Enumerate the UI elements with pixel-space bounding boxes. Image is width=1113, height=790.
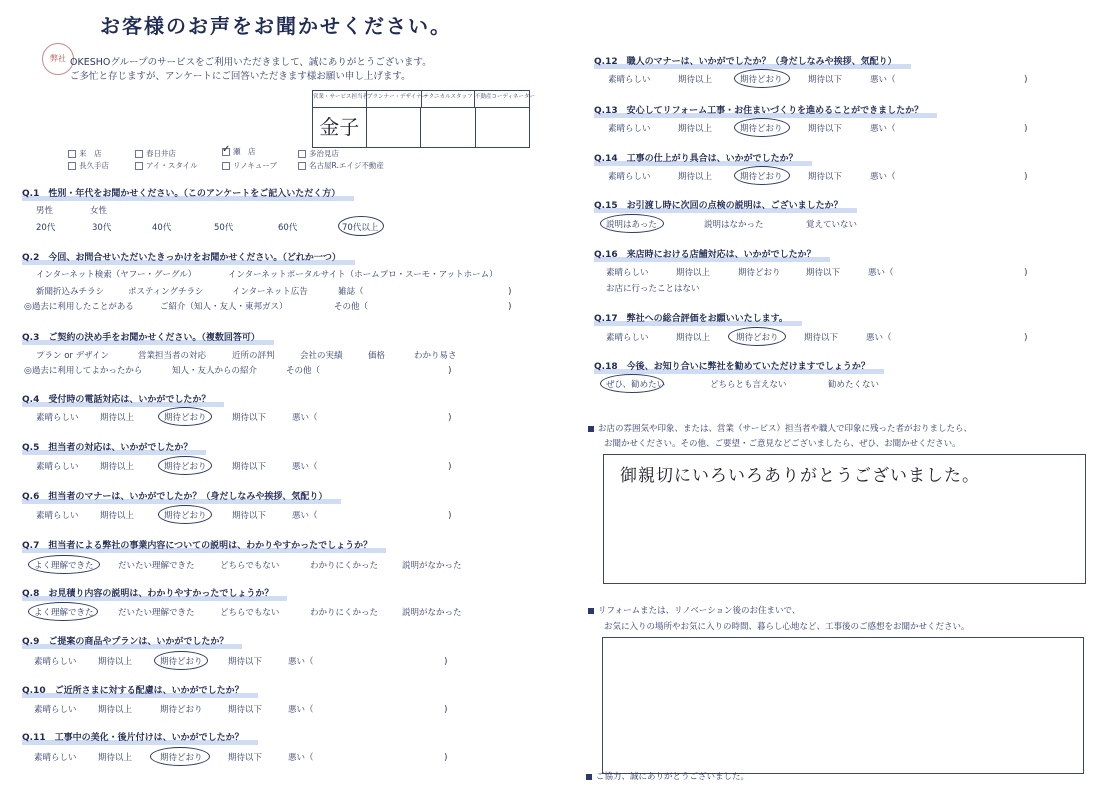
selection-circle xyxy=(600,214,664,233)
free2-answer-box[interactable] xyxy=(602,637,1084,774)
rating-above[interactable]: 期待以上 xyxy=(100,511,135,521)
square-bullet-icon xyxy=(588,426,594,432)
store-option-nagakute[interactable]: 長久手店 xyxy=(68,160,109,171)
q14-label: Q.14 工事の仕上がり具合は、いかがでしたか？ xyxy=(594,151,798,164)
rating-above[interactable]: 期待以上 xyxy=(100,462,135,472)
selection-circle xyxy=(158,407,212,426)
q2-opt-other[interactable]: その他（ xyxy=(334,302,369,312)
q16-label: Q.16 来店時における店舗対応は、いかがでしたか？ xyxy=(594,247,816,260)
staff-name-realestate[interactable] xyxy=(476,108,530,147)
rating-below[interactable]: 期待以下 xyxy=(228,753,263,763)
close-paren: ) xyxy=(1024,172,1028,182)
rating-as-expected[interactable]: 期待どおり xyxy=(160,705,203,715)
rating-above[interactable]: 期待以上 xyxy=(100,413,135,423)
rating-below[interactable]: 期待以下 xyxy=(808,172,843,182)
checkbox[interactable] xyxy=(222,162,230,170)
store-option-tajimi[interactable]: 多治見店 xyxy=(298,148,339,159)
close-paren: ) xyxy=(444,657,448,667)
q2-opt-netad[interactable]: インターネット広告 xyxy=(232,287,308,297)
q18-neutral[interactable]: どちらとも言えない xyxy=(710,380,787,390)
q2-label: Q.2 今回、お問合せいただいたきっかけをお聞かせください。（どれか一つ） xyxy=(22,250,341,263)
store-option-visit[interactable]: 来 店 xyxy=(68,148,102,159)
close-paren: ) xyxy=(1024,268,1028,278)
q1-age-30[interactable]: 30代 xyxy=(92,223,112,233)
understand-well-selected[interactable]: よく理解できた xyxy=(34,608,94,618)
close-paren: ) xyxy=(444,705,448,715)
understand-neutral[interactable]: どちらでもない xyxy=(220,608,280,618)
q3-opt-plan[interactable]: プラン or デザイン xyxy=(36,351,110,361)
q1-female[interactable]: 女性 xyxy=(90,206,108,216)
rating-as-expected-selected[interactable]: 期待どおり xyxy=(736,333,779,343)
q9-label: Q.9 ご提案の商品やプランは、いかがでしたか？ xyxy=(22,634,228,647)
q6-label: Q.6 担当者のマナーは、いかがでしたか？（身だしなみや挨拶、気配り） xyxy=(22,489,327,502)
rating-as-expected-selected[interactable]: 期待どおり xyxy=(740,75,783,85)
rating-excellent[interactable]: 素晴らしい xyxy=(34,657,77,667)
q4-label: Q.4 受付時の電話対応は、いかがでしたか？ xyxy=(22,392,210,405)
rating-below[interactable]: 期待以下 xyxy=(804,333,839,343)
q11-label: Q.11 工事中の美化・後片付けは、いかがでしたか？ xyxy=(22,730,244,743)
understand-none[interactable]: 説明がなかった xyxy=(402,608,462,618)
rating-as-expected-selected[interactable]: 期待どおり xyxy=(164,462,207,472)
q3-opt-reputation[interactable]: 近所の評判 xyxy=(232,351,275,361)
understand-hard[interactable]: わかりにくかった xyxy=(310,561,379,571)
q3-opt-sales[interactable]: 営業担当者の対応 xyxy=(138,351,207,361)
rating-excellent[interactable]: 素晴らしい xyxy=(608,124,651,134)
free1-prompt-line-2: お聞かせください。その他、ご要望・ご意見などございましたら、ぜひ、お聞かせください。 xyxy=(604,439,961,449)
rating-excellent[interactable]: 素晴らしい xyxy=(608,75,651,85)
q16-never-visited[interactable]: お店に行ったことはない xyxy=(606,284,700,294)
selection-circle xyxy=(338,216,384,236)
q18-not-recommend[interactable]: 勧めたくない xyxy=(828,380,880,390)
rating-below[interactable]: 期待以下 xyxy=(232,511,267,521)
close-paren: ) xyxy=(1024,124,1028,134)
rating-below[interactable]: 期待以下 xyxy=(808,124,843,134)
rating-bad[interactable]: 悪い（ xyxy=(868,268,894,278)
q3-opt-past-good[interactable]: ◎過去に利用してよかったから xyxy=(24,366,143,376)
free2-prompt-line-2: お気に入りの場所やお気に入りの時間、暮らし心地など、工事後のご感想をお聞かせください。 xyxy=(604,622,970,632)
free1-answer-box[interactable] xyxy=(603,454,1086,584)
close-paren: ) xyxy=(1024,333,1028,343)
q18-label: Q.18 今後、お知り合いに弊社を勧めていただけますでしょうか？ xyxy=(594,359,870,372)
rating-as-expected[interactable]: 期待どおり xyxy=(738,268,781,278)
rating-above[interactable]: 期待以上 xyxy=(676,268,711,278)
selection-circle xyxy=(728,327,786,346)
checkbox[interactable] xyxy=(298,150,306,158)
store-option-checked[interactable]: ✓ 瀬 店 xyxy=(222,144,256,156)
q2-opt-magazine[interactable]: 雑誌（ xyxy=(338,287,364,297)
close-paren: ) xyxy=(448,462,452,472)
check-mark-icon: ✓ xyxy=(222,144,231,155)
selection-circle xyxy=(734,166,790,185)
rating-as-expected-selected[interactable]: 期待どおり xyxy=(740,172,783,182)
understand-well-selected[interactable]: よく理解できた xyxy=(34,561,94,571)
q17-label: Q.17 弊社への総合評価をお願いいたします。 xyxy=(594,311,788,324)
q3-opt-record[interactable]: 会社の実績 xyxy=(300,351,343,361)
rating-above[interactable]: 期待以上 xyxy=(98,705,133,715)
rating-above[interactable]: 期待以上 xyxy=(98,657,133,667)
rating-above[interactable]: 期待以上 xyxy=(678,75,713,85)
staff-col-planner: プランナー・デザイナー xyxy=(367,91,422,107)
checkbox[interactable] xyxy=(68,162,76,170)
rating-above[interactable]: 期待以上 xyxy=(676,333,711,343)
q2-opt-search[interactable]: インターネット検索（ヤフー・グーグル） xyxy=(36,270,197,280)
selection-circle xyxy=(158,505,212,524)
q2-opt-referral[interactable]: ご紹介（知人・友人・東邦ガス） xyxy=(160,302,288,312)
free1-answer-text: 御親切にいろいろありがとうございました。 xyxy=(620,466,980,486)
rating-excellent[interactable]: 素晴らしい xyxy=(34,753,77,763)
q10-label: Q.10 ご近所さまに対する配慮は、いかがでしたか？ xyxy=(22,683,244,696)
store-option-kasugai[interactable]: 春日井店 xyxy=(135,148,176,159)
free2-prompt-line-1: リフォームまたは、リノベーション後のお住まいで、 xyxy=(588,604,800,616)
checkbox[interactable] xyxy=(135,162,143,170)
staff-col-sales: 営業・サービス担当者 xyxy=(313,91,367,107)
rating-below[interactable]: 期待以下 xyxy=(232,462,267,472)
q1-age-40[interactable]: 40代 xyxy=(152,223,172,233)
thanks-line: ご協力、誠にありがとうございました。 xyxy=(586,770,749,782)
rating-bad[interactable]: 悪い（ xyxy=(292,462,318,472)
rating-as-expected-selected[interactable]: 期待どおり xyxy=(164,511,207,521)
selection-circle xyxy=(734,118,790,137)
close-paren: ) xyxy=(448,511,452,521)
rating-excellent[interactable]: 素晴らしい xyxy=(36,462,79,472)
free1-prompt-line-1: お店の雰囲気や印象、または、営業（サービス）担当者や職人で印象に残った者がおりましたら、 xyxy=(588,422,972,434)
q1-label: Q.1 性別・年代をお聞かせください。（このアンケートをご記入いただく方） xyxy=(22,186,340,199)
q15-explained-selected[interactable]: 説明はあった xyxy=(606,220,657,230)
staff-col-realestate: 不動産コーディネーター xyxy=(475,94,536,100)
rating-below[interactable]: 期待以下 xyxy=(232,413,267,423)
rating-below[interactable]: 期待以下 xyxy=(808,75,843,85)
close-paren: ) xyxy=(508,302,512,312)
q12-label: Q.12 職人のマナーは、いかがでしたか？（身だしなみや挨拶、気配り） xyxy=(594,54,897,67)
checkbox-checked[interactable] xyxy=(222,144,231,156)
rating-bad[interactable]: 悪い（ xyxy=(866,333,892,343)
q2-opt-newspaper[interactable]: 新聞折込みチラシ xyxy=(36,287,105,297)
q1-male[interactable]: 男性 xyxy=(36,206,54,216)
rating-excellent[interactable]: 素晴らしい xyxy=(608,172,651,182)
q3-label: Q.3 ご契約の決め手をお聞かせください。（複数回答可） xyxy=(22,330,260,343)
rating-excellent[interactable]: 素晴らしい xyxy=(36,511,79,521)
page-title: お客様のお声をお聞かせください。 xyxy=(100,14,452,38)
close-paren: ) xyxy=(448,413,452,423)
rating-excellent[interactable]: 素晴らしい xyxy=(606,333,649,343)
selection-circle xyxy=(28,602,98,621)
q8-label: Q.8 お見積り内容の説明は、わかりやすかったでしょうか？ xyxy=(22,586,273,599)
rating-above[interactable]: 期待以上 xyxy=(678,124,713,134)
close-paren: ) xyxy=(508,287,512,297)
rating-below[interactable]: 期待以下 xyxy=(806,268,841,278)
rating-above[interactable]: 期待以上 xyxy=(678,172,713,182)
selection-circle xyxy=(158,456,212,475)
rating-bad[interactable]: 悪い（ xyxy=(870,172,896,182)
rating-above[interactable]: 期待以上 xyxy=(98,753,133,763)
rating-bad[interactable]: 悪い（ xyxy=(288,705,314,715)
staff-table xyxy=(312,90,536,148)
understand-mostly[interactable]: だいたい理解できた xyxy=(118,608,195,618)
rating-bad[interactable]: 悪い（ xyxy=(870,75,896,85)
close-paren: ) xyxy=(1024,75,1028,85)
square-bullet-icon xyxy=(586,774,592,780)
q3-opt-price[interactable]: 価格 xyxy=(368,351,386,361)
staff-name-technical[interactable] xyxy=(421,108,476,147)
selection-circle xyxy=(600,374,664,393)
q2-opt-portal[interactable]: インターネットポータルサイト（ホームプロ・スーモ・アットホーム） xyxy=(228,270,498,280)
rating-excellent[interactable]: 素晴らしい xyxy=(606,268,649,278)
close-paren: ) xyxy=(444,753,448,763)
q2-opt-past-use[interactable]: ◎過去に利用したことがある xyxy=(24,302,134,312)
store-option-realestate[interactable]: 名古屋R.エイジ不動産 xyxy=(298,160,384,171)
q13-label: Q.13 安心してリフォーム工事・お住まいづくりを進めることができましたか？ xyxy=(594,103,923,116)
staff-name-planner[interactable] xyxy=(367,108,422,147)
q1-age-20[interactable]: 20代 xyxy=(36,223,56,233)
rating-as-expected-selected[interactable]: 期待どおり xyxy=(740,124,783,134)
q15-not-explained[interactable]: 説明はなかった xyxy=(704,220,764,230)
rating-below[interactable]: 期待以下 xyxy=(228,705,263,715)
selection-circle xyxy=(150,747,210,766)
q15-dont-remember[interactable]: 覚えていない xyxy=(806,220,858,230)
rating-below[interactable]: 期待以下 xyxy=(228,657,263,667)
staff-col-technical: テクニカルスタッフ xyxy=(422,91,475,107)
checkbox[interactable] xyxy=(135,150,143,158)
rating-excellent[interactable]: 素晴らしい xyxy=(34,705,77,715)
intro-line-1: OKESHOグループのサービスをご利用いただきまして、誠にありがとうございます。 xyxy=(70,57,432,68)
square-bullet-icon xyxy=(588,608,594,614)
rating-as-expected-selected[interactable]: 期待どおり xyxy=(160,753,203,763)
understand-mostly[interactable]: だいたい理解できた xyxy=(118,561,195,571)
rating-excellent[interactable]: 素晴らしい xyxy=(36,413,79,423)
stamp-text: 弊社 xyxy=(50,54,66,63)
intro-line-2: ご多忙と存じますが、アンケートにご回答いただきます様お願い申し上げます。 xyxy=(70,71,411,82)
selection-circle xyxy=(734,69,790,88)
checkbox[interactable] xyxy=(298,162,306,170)
selection-circle xyxy=(28,555,100,574)
rating-as-expected-selected[interactable]: 期待どおり xyxy=(160,657,203,667)
store-option-renocube[interactable]: リノキューブ xyxy=(222,160,277,171)
q1-age-60[interactable]: 60代 xyxy=(278,223,298,233)
understand-neutral[interactable]: どちらでもない xyxy=(220,561,280,571)
q1-age-50[interactable]: 50代 xyxy=(214,223,234,233)
q18-recommend-selected[interactable]: ぜひ、勧めたい xyxy=(606,380,666,390)
store-option-istyle[interactable]: アイ・スタイル xyxy=(135,160,198,171)
rating-bad[interactable]: 悪い（ xyxy=(292,413,318,423)
q3-opt-other[interactable]: その他（ xyxy=(286,366,321,376)
close-paren: ) xyxy=(448,366,452,376)
rating-bad[interactable]: 悪い（ xyxy=(288,753,314,763)
q2-opt-posting[interactable]: ポスティングチラシ xyxy=(128,287,204,297)
q5-label: Q.5 担当者の対応は、いかがでしたか？ xyxy=(22,440,192,453)
rating-bad[interactable]: 悪い（ xyxy=(292,511,318,521)
q15-label: Q.15 お引渡し時に次回の点検の説明は、ございましたか？ xyxy=(594,198,843,211)
q3-opt-friend[interactable]: 知人・友人からの紹介 xyxy=(172,366,258,376)
understand-hard[interactable]: わかりにくかった xyxy=(310,608,379,618)
staff-name-sales[interactable]: 金子 xyxy=(313,108,367,147)
rating-as-expected-selected[interactable]: 期待どおり xyxy=(164,413,207,423)
rating-bad[interactable]: 悪い（ xyxy=(288,657,314,667)
rating-bad[interactable]: 悪い（ xyxy=(870,124,896,134)
selection-circle xyxy=(154,651,208,670)
q1-age-70-selected[interactable]: 70代以上 xyxy=(342,223,379,233)
q3-opt-clarity[interactable]: わかり易さ xyxy=(414,351,457,361)
q7-label: Q.7 担当者による弊社の事業内容についての説明は、わかりやすかったでしょうか？ xyxy=(22,538,372,551)
understand-none[interactable]: 説明がなかった xyxy=(402,561,462,571)
checkbox[interactable] xyxy=(68,150,76,158)
